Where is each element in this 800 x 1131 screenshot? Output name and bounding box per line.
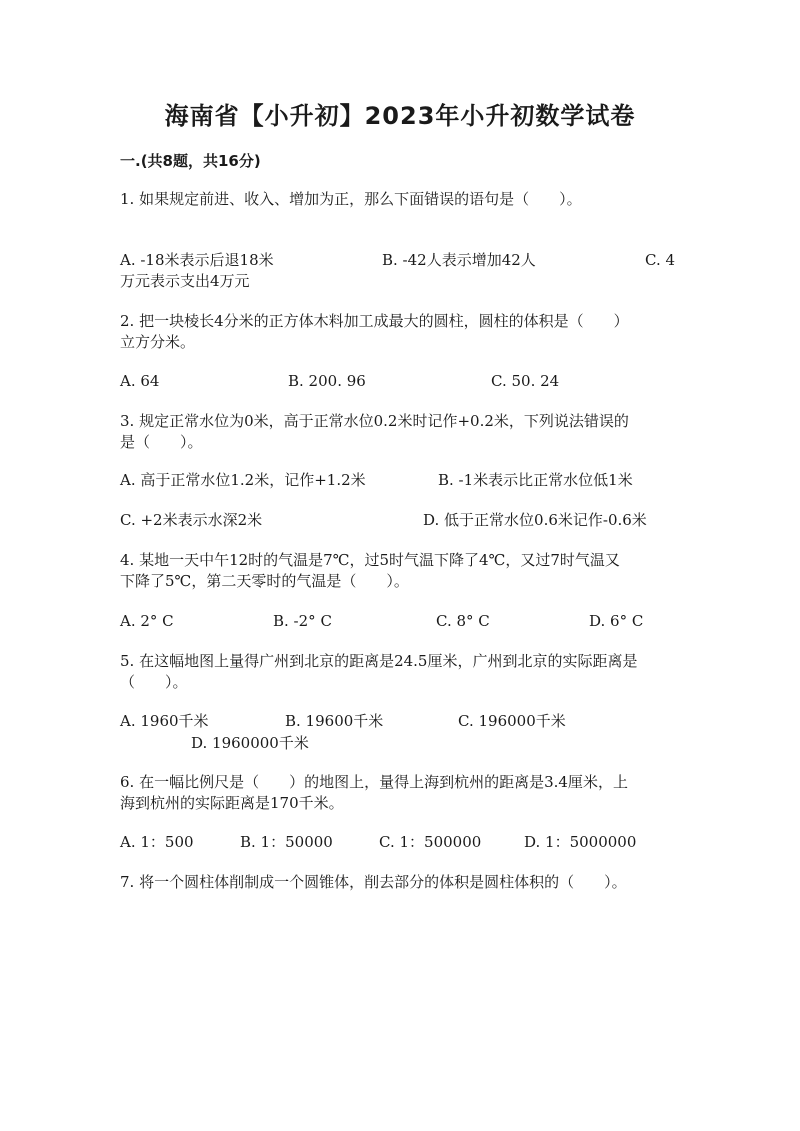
q2-option-b: B. 200. 96 (288, 372, 366, 390)
q4-option-b: B. -2° C (273, 612, 332, 630)
q3-option-c: C. +2米表示水深2米 (120, 511, 263, 529)
question-1-text: 1. 如果规定前进、收入、增加为正，那么下面错误的语句是（ ）。 (120, 190, 582, 208)
q5-option-d: D. 1960000千米 (191, 734, 309, 752)
q5-option-c: C. 196000千米 (458, 712, 566, 730)
q6-option-a: A. 1：500 (120, 833, 194, 851)
section-heading: 一.(共8题，共16分) (120, 152, 261, 170)
q3-option-a: A. 高于正常水位1.2米，记作+1.2米 (120, 471, 366, 489)
q5-option-a: A. 1960千米 (120, 712, 209, 730)
q4-option-c: C. 8° C (436, 612, 490, 630)
question-6-text-line1: 6. 在一幅比例尺是（ ）的地图上，量得上海到杭州的距离是3.4厘米，上 (120, 773, 628, 791)
question-3-text-line2: 是（ ）。 (120, 433, 203, 451)
question-5-text-line2: （ ）。 (120, 673, 188, 691)
question-2-text-line1: 2. 把一块棱长4分米的正方体木料加工成最大的圆柱，圆柱的体积是（ ） (120, 312, 629, 330)
q1-option-c: C. 4 (645, 251, 676, 269)
q6-option-b: B. 1：50000 (240, 833, 333, 851)
q1-option-b: B. -42人表示增加42人 (382, 251, 536, 269)
q3-option-d: D. 低于正常水位0.6米记作-0.6米 (423, 511, 647, 529)
question-5-text-line1: 5. 在这幅地图上量得广州到北京的距离是24.5厘米，广州到北京的实际距离是 (120, 652, 638, 670)
question-3-text-line1: 3. 规定正常水位为0米，高于正常水位0.2米时记作+0.2米，下列说法错误的 (120, 412, 629, 430)
question-4-text-line1: 4. 某地一天中午12时的气温是7℃，过5时气温下降了4℃，又过7时气温又 (120, 551, 620, 569)
q4-option-d: D. 6° C (589, 612, 644, 630)
question-4-text-line2: 下降了5℃，第二天零时的气温是（ ）。 (120, 572, 409, 590)
q2-option-a: A. 64 (120, 372, 160, 390)
q4-option-a: A. 2° C (120, 612, 174, 630)
q6-option-d: D. 1：5000000 (524, 833, 637, 851)
q1-option-c-continued: 万元表示支出4万元 (120, 272, 250, 290)
question-7-text: 7. 将一个圆柱体削制成一个圆锥体，削去部分的体积是圆柱体积的（ ）。 (120, 873, 627, 891)
question-2-text-line2: 立方分米。 (120, 333, 196, 351)
q5-option-b: B. 19600千米 (285, 712, 384, 730)
question-6-text-line2: 海到杭州的实际距离是170千米。 (120, 794, 344, 812)
q2-option-c: C. 50. 24 (491, 372, 560, 390)
q3-option-b: B. -1米表示比正常水位低1米 (438, 471, 633, 489)
q1-option-a: A. -18米表示后退18米 (120, 251, 274, 269)
exam-title: 海南省【小升初】2023年小升初数学试卷 (164, 102, 636, 130)
q6-option-c: C. 1：500000 (379, 833, 482, 851)
